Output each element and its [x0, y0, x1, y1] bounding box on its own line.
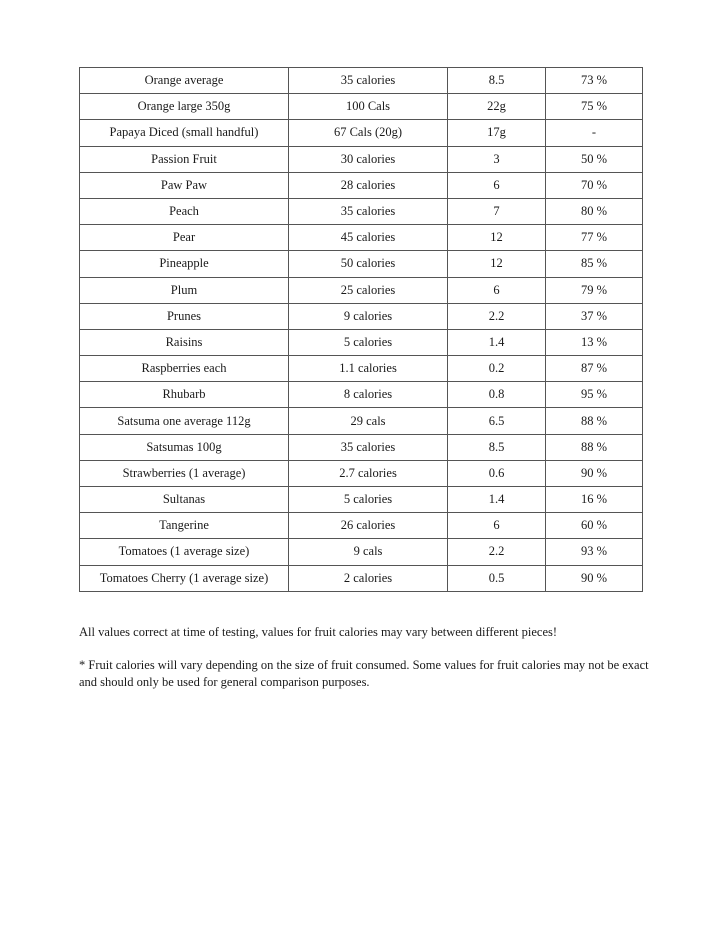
carbs-cell: 8.5: [448, 434, 546, 460]
disclaimer-note: * Fruit calories will vary depending on the size of fruit consumed. Some values for fruit calories may not be exact and should only be used for general comparison purposes.: [79, 658, 649, 689]
table-row: [80, 460, 643, 486]
carbs-cell: 0.6: [448, 460, 546, 486]
water-percent-cell: 88 %: [546, 434, 643, 460]
fruit-table-body: [80, 68, 643, 592]
fruit-name-cell: Pineapple: [80, 251, 289, 277]
water-percent-cell: 90 %: [546, 460, 643, 486]
calories-cell: 5 calories: [289, 487, 448, 513]
calories-cell: 67 Cals (20g): [289, 120, 448, 146]
water-percent-cell: 13 %: [546, 329, 643, 355]
table-row: [80, 68, 643, 94]
calories-cell: 9 cals: [289, 539, 448, 565]
water-percent-cell: 70 %: [546, 172, 643, 198]
fruit-name-cell: Rhubarb: [80, 382, 289, 408]
calories-cell: 28 calories: [289, 172, 448, 198]
table-row: [80, 277, 643, 303]
carbs-cell: 8.5: [448, 68, 546, 94]
water-percent-cell: 79 %: [546, 277, 643, 303]
carbs-cell: 6: [448, 277, 546, 303]
table-row: [80, 329, 643, 355]
table-row: [80, 198, 643, 224]
calories-cell: 8 calories: [289, 382, 448, 408]
calories-cell: 2.7 calories: [289, 460, 448, 486]
fruit-name-cell: Paw Paw: [80, 172, 289, 198]
fruit-name-cell: Tomatoes Cherry (1 average size): [80, 565, 289, 591]
calories-cell: 1.1 calories: [289, 356, 448, 382]
carbs-cell: 0.2: [448, 356, 546, 382]
fruit-name-cell: Satsuma one average 112g: [80, 408, 289, 434]
calories-cell: 29 cals: [289, 408, 448, 434]
table-row: [80, 225, 643, 251]
water-percent-cell: 73 %: [546, 68, 643, 94]
calories-cell: 35 calories: [289, 68, 448, 94]
fruit-calorie-table: [79, 67, 643, 592]
fruit-name-cell: Plum: [80, 277, 289, 303]
table-row: [80, 382, 643, 408]
water-percent-cell: 77 %: [546, 225, 643, 251]
table-row: [80, 303, 643, 329]
table-row: [80, 513, 643, 539]
calories-cell: 26 calories: [289, 513, 448, 539]
table-row: [80, 408, 643, 434]
fruit-name-cell: Raspberries each: [80, 356, 289, 382]
fruit-name-cell: Raisins: [80, 329, 289, 355]
fruit-name-cell: Pear: [80, 225, 289, 251]
fruit-name-cell: Passion Fruit: [80, 146, 289, 172]
calories-cell: 25 calories: [289, 277, 448, 303]
fruit-name-cell: Sultanas: [80, 487, 289, 513]
water-percent-cell: 87 %: [546, 356, 643, 382]
calories-cell: 35 calories: [289, 434, 448, 460]
water-percent-cell: -: [546, 120, 643, 146]
calories-cell: 5 calories: [289, 329, 448, 355]
table-row: [80, 565, 643, 591]
table-row: [80, 146, 643, 172]
carbs-cell: 3: [448, 146, 546, 172]
water-percent-cell: 88 %: [546, 408, 643, 434]
water-percent-cell: 85 %: [546, 251, 643, 277]
fruit-name-cell: Orange average: [80, 68, 289, 94]
carbs-cell: 2.2: [448, 539, 546, 565]
fruit-name-cell: Tangerine: [80, 513, 289, 539]
fruit-name-cell: Prunes: [80, 303, 289, 329]
carbs-cell: 2.2: [448, 303, 546, 329]
table-row: [80, 94, 643, 120]
fruit-name-cell: Papaya Diced (small handful): [80, 120, 289, 146]
carbs-cell: 7: [448, 198, 546, 224]
calories-cell: 35 calories: [289, 198, 448, 224]
fruit-name-cell: Strawberries (1 average): [80, 460, 289, 486]
water-percent-cell: 95 %: [546, 382, 643, 408]
carbs-cell: 0.5: [448, 565, 546, 591]
carbs-cell: 17g: [448, 120, 546, 146]
carbs-cell: 6: [448, 513, 546, 539]
carbs-cell: 0.8: [448, 382, 546, 408]
water-percent-cell: 37 %: [546, 303, 643, 329]
fruit-name-cell: Tomatoes (1 average size): [80, 539, 289, 565]
calories-cell: 100 Cals: [289, 94, 448, 120]
calories-cell: 30 calories: [289, 146, 448, 172]
table-row: [80, 487, 643, 513]
water-percent-cell: 80 %: [546, 198, 643, 224]
carbs-cell: 1.4: [448, 487, 546, 513]
carbs-cell: 22g: [448, 94, 546, 120]
water-percent-cell: 90 %: [546, 565, 643, 591]
carbs-cell: 12: [448, 225, 546, 251]
calories-cell: 50 calories: [289, 251, 448, 277]
fruit-name-cell: Satsumas 100g: [80, 434, 289, 460]
water-percent-cell: 60 %: [546, 513, 643, 539]
carbs-cell: 6.5: [448, 408, 546, 434]
table-row: [80, 120, 643, 146]
table-row: [80, 251, 643, 277]
table-row: [80, 172, 643, 198]
table-row: [80, 539, 643, 565]
calories-cell: 2 calories: [289, 565, 448, 591]
fruit-name-cell: Orange large 350g: [80, 94, 289, 120]
fruit-name-cell: Peach: [80, 198, 289, 224]
water-percent-cell: 75 %: [546, 94, 643, 120]
table-row: [80, 356, 643, 382]
calories-cell: 45 calories: [289, 225, 448, 251]
table-row: [80, 434, 643, 460]
water-percent-cell: 16 %: [546, 487, 643, 513]
water-percent-cell: 93 %: [546, 539, 643, 565]
water-percent-cell: 50 %: [546, 146, 643, 172]
carbs-cell: 6: [448, 172, 546, 198]
carbs-cell: 12: [448, 251, 546, 277]
validity-note: All values correct at time of testing, values for fruit calories may vary between different pieces!: [79, 625, 558, 639]
carbs-cell: 1.4: [448, 329, 546, 355]
calories-cell: 9 calories: [289, 303, 448, 329]
